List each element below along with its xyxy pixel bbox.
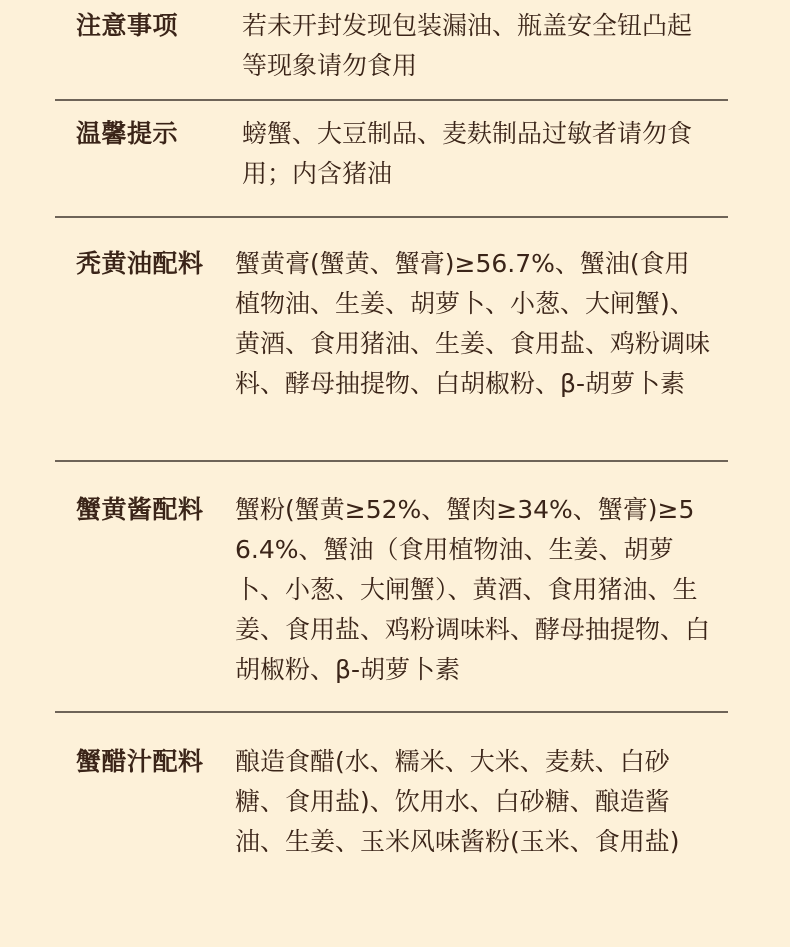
warm-tip-text: 螃蟹、大豆制品、麦麸制品过敏者请勿食用；内含猪油: [242, 119, 693, 188]
crab-vinegar-ingredients-row: [55, 713, 728, 947]
crab-roe-sauce-ingredients-text: 蟹粉(蟹黄≥52%、蟹肉≥34%、蟹膏)≥56.4%、蟹油（食用植物油、生姜、胡萝卜、小葱、大闸蟹）、黄酒、食用猪油、生姜、食用盐、鸡粉调味料、酵母抽提物、白胡椒粉、β-胡萝卜素: [235, 495, 711, 684]
warm-tip-row: [55, 101, 728, 216]
tuhuangyou-ingredients-label: 秃黄油配料: [76, 249, 204, 278]
tuhuangyou-ingredients-text: 蟹黄膏(蟹黄、蟹膏)≥56.7%、蟹油(食用植物油、生姜、胡萝卜、小葱、大闸蟹)、黄酒、食用猪油、生姜、食用盐、鸡粉调味料、酵母抽提物、白胡椒粉、β-胡萝卜素: [235, 249, 711, 398]
crab-roe-sauce-ingredients-row: [55, 462, 728, 711]
crab-roe-sauce-ingredients-label: 蟹黄酱配料: [76, 495, 204, 524]
warm-tip-label: 温馨提示: [76, 119, 179, 148]
crab-vinegar-ingredients-text: 酿造食醋(水、糯米、大米、麦麸、白砂糖、食用盐)、饮用水、白砂糖、酿造酱油、生姜、玉米风味酱粉(玉米、食用盐): [235, 747, 680, 856]
tuhuangyou-ingredients-row: [55, 218, 728, 460]
notice-row: [55, 0, 728, 99]
notice-text: 若未开封发现包装漏油、瓶盖安全钮凸起等现象请勿食用: [242, 11, 693, 80]
crab-vinegar-ingredients-label: 蟹醋汁配料: [76, 747, 204, 776]
ingredients-table: [55, 0, 728, 947]
notice-label: 注意事项: [76, 11, 179, 40]
